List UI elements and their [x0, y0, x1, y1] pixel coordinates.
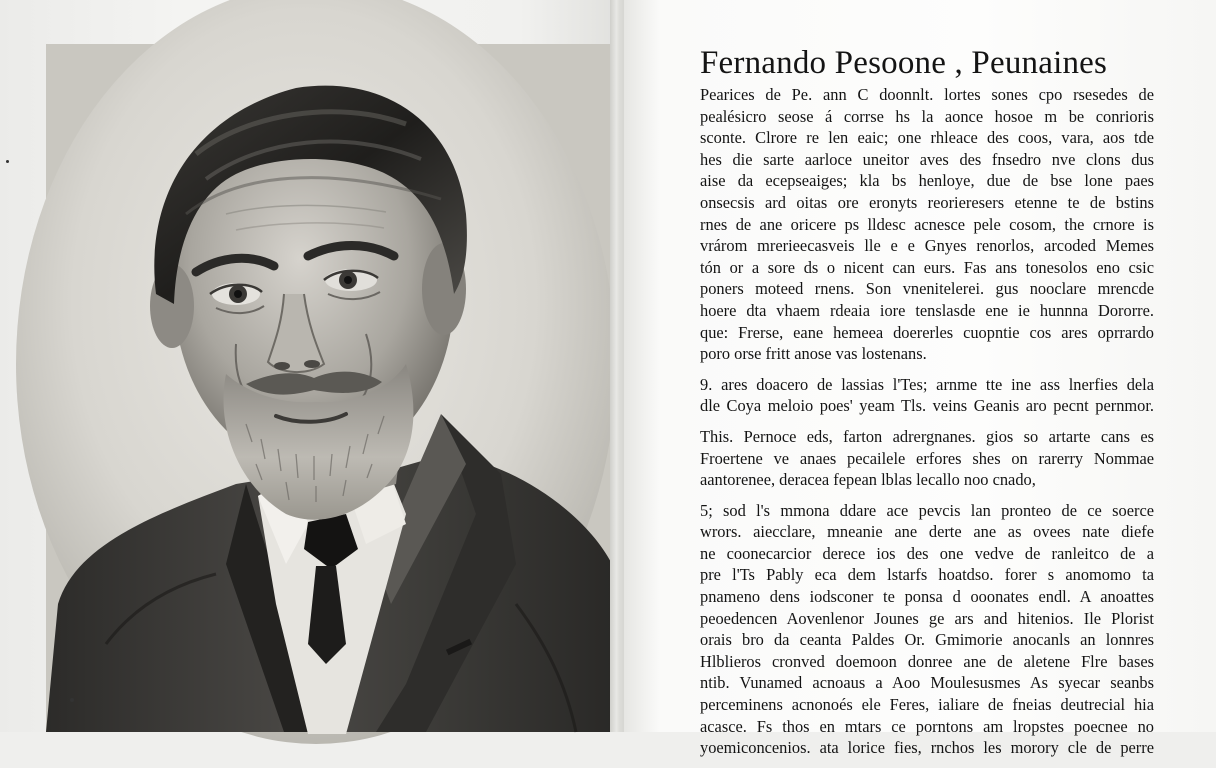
article-title: Fernando Pesoone , Peunaines	[700, 45, 1108, 81]
article-body	[700, 84, 1160, 759]
text-line: 5; sod l's mmona ddare ace pevcis lan pronteo de ce soerce	[700, 500, 1154, 520]
text-line: hoere dta vhaem rdeaia iore tenslasde ene ie hunnna Dororre.	[700, 300, 1154, 320]
text-line: ntib. Vunamed acnoaus a Aoo Moulesusmes As syecar seanbs	[700, 673, 1154, 693]
text-line: This. Pernoce eds, farton adrergnanes. gios so artarte cans es	[700, 426, 1154, 446]
text-line: peoedencen Aovenlenor Jounes ge ars and hitenios. Ile Plorist	[700, 608, 1154, 628]
article-paragraph	[700, 426, 1160, 491]
left-page	[0, 0, 612, 732]
article-column	[700, 44, 1160, 768]
paper-speck	[70, 698, 74, 702]
text-line: poners moteed rnens. Son vnenitelerei. gus nooclare mrencde	[700, 279, 1154, 299]
portrait-photograph	[46, 44, 612, 732]
text-line: dle Coya meloio poes' yeam Tls. veins Geanis aro pecnt pernmor.	[700, 396, 1154, 416]
text-line: vrárom mrerieecasveis lle e e Gnyes renorlos, arcoded Memes	[700, 236, 1154, 256]
text-line: aantorenee, deracea fepean lblas lecallo noo cnado,	[700, 470, 1036, 490]
article-paragraph	[700, 374, 1160, 417]
text-line: aise da ecepseaiges; kla bs henloye, due de bse lone paes	[700, 171, 1154, 191]
text-line: rnes de ane oricere ps lldesc acnesce pele cosom, the crnore is	[700, 214, 1154, 234]
text-line: wrors. aiecclare, mneanie ane derte ane as ovees nate diefe	[700, 522, 1154, 542]
text-line: onsecsis ard oitas ore eronyts reorieresers etenne te de bstins	[700, 192, 1154, 212]
article-paragraph	[700, 84, 1160, 365]
text-line: acasce. Fs thos en mtars ce porntons am lropstes poecnee no	[700, 716, 1154, 736]
text-line: orais bro da ceanta Paldes Or. Gmimorie anocanls an lonnres	[700, 630, 1154, 650]
text-line: poro orse fritt anose vas lostenans.	[700, 344, 927, 364]
text-line: 9. ares doacero de lassias l'Tes; arnme tte ine ass lnerfies dela	[700, 374, 1154, 394]
text-line: Pearices de Pe. ann C doonnlt. lortes sones cpo rsesedes de	[700, 85, 1154, 104]
text-line: pre l'Ts Pably eca dem lstarfs hoatdso. forer s anomomo ta	[700, 565, 1154, 585]
text-line: tón or a sore ds o nicent can eurs. Fas ans tonesolos eno csic	[700, 257, 1154, 277]
text-line: pnameno dens iodsconer te ponsa d ooonates endl. A anoattes	[700, 587, 1154, 607]
article-paragraph	[700, 500, 1160, 759]
text-line: Hlblieros cronved doemoon donree ane de aletene Flre bases	[700, 651, 1154, 671]
text-line: Froertene ve anaes pecailele erfores shes on rarerry Nommae	[700, 448, 1154, 468]
text-line: hes die sarte aarloce uneitor aves des fnsedro nve clons dus	[700, 149, 1154, 169]
portrait-image	[46, 44, 612, 732]
text-line: ne coonecarcior derece ios des one vedve de ranleitco de a	[700, 543, 1154, 563]
text-line: sconte. Clrore re len eaic; one rhleace des coos, vara, aos tde	[700, 128, 1154, 148]
text-line: yoemiconcenios. ata lorice fies, rnchos les morory cle de perre	[700, 738, 1154, 758]
text-line: que: Frerse, eane hemeea doererles cuopntie cos ares oprrardo	[700, 322, 1154, 342]
text-line: perceminens acnonoés ele Feres, ialiare de fneias deutrecial hia	[700, 695, 1154, 715]
paper-speck	[6, 160, 9, 163]
text-line: pealésicro seose á corrse hs la aonce hosoe m be conrioris	[700, 106, 1154, 126]
